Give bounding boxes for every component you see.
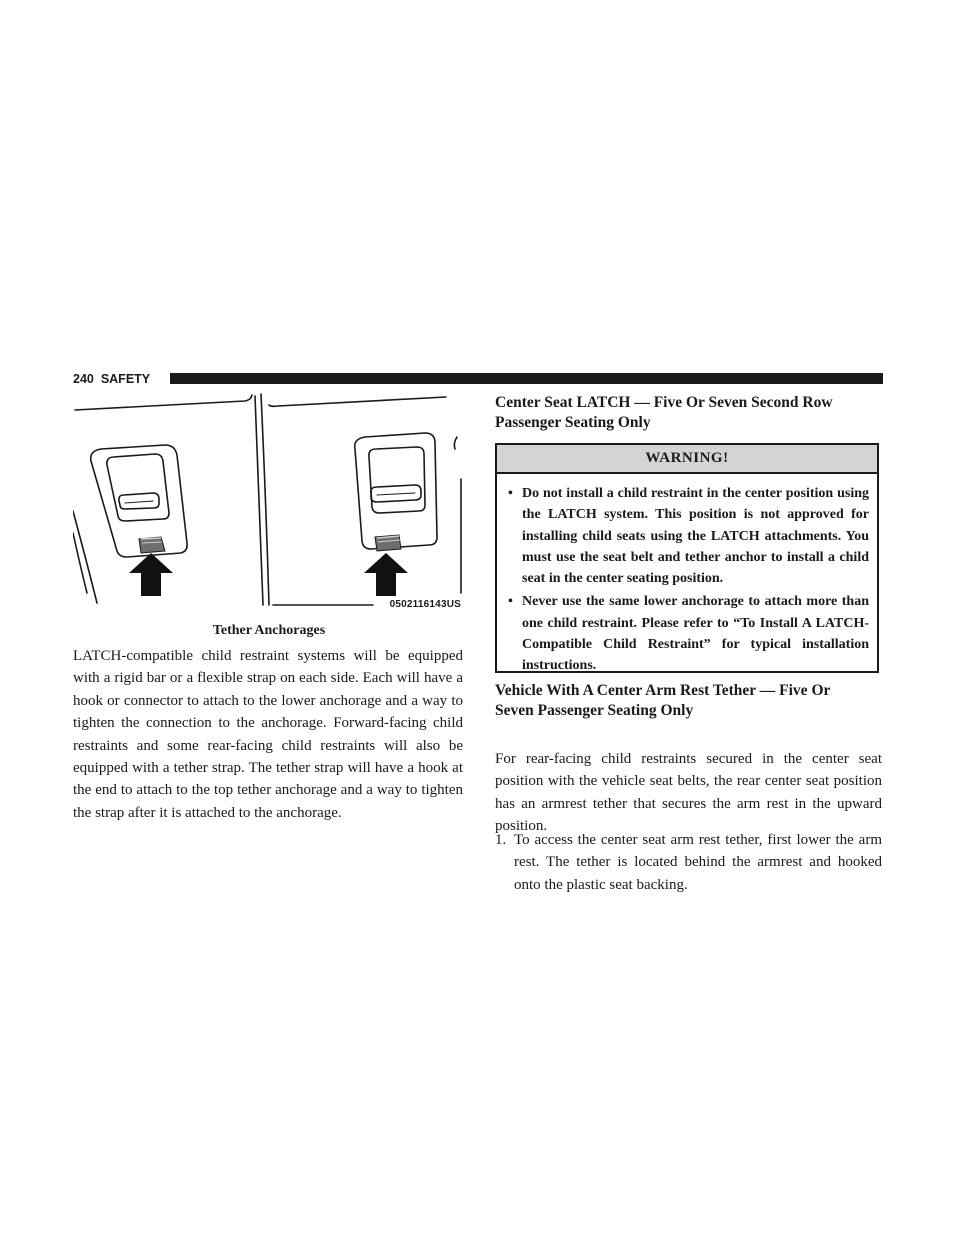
center-seat-latch-heading xyxy=(495,393,882,433)
warning-item xyxy=(505,591,869,676)
heading2-line1: Vehicle With A Center Arm Rest Tether — Five Or xyxy=(495,682,831,699)
section-title: SAFETY xyxy=(100,372,151,386)
latch-description-paragraph: LATCH-compatible child restraint systems will be equipped with a rigid bar or a flexible strap on each side. Each will have a hook or connector to attach to the lower anchorage and a way to tighten the connection to the anchorage. Forward-facing child restraints and some rear-facing child restraints will also be equipped with a tether strap. The tether strap will have a hook at the end to attach to the top tether anchorage and a way to tighten the strap after it is attached to the anchorage. xyxy=(73,648,463,821)
illustration-svg xyxy=(73,393,465,612)
warning-item xyxy=(505,483,869,589)
figure-code: 0502116143US xyxy=(389,599,461,610)
rear-facing-paragraph: For rear-facing child restraints secured in the center seat position with the vehicle seat belts, the rear center seat position has an armrest tether that secures the arm rest in the upward position. xyxy=(495,751,882,835)
figure-caption: Tether Anchorages xyxy=(212,623,326,638)
heading1-line2: Passenger Seating Only xyxy=(495,414,651,431)
arm-rest-tether-heading xyxy=(495,681,882,721)
step-number: 1. xyxy=(495,832,507,848)
page-number: 240 xyxy=(73,372,94,386)
warning-title: WARNING! xyxy=(497,445,877,474)
bullet-icon: • xyxy=(508,594,513,610)
step-text: To access the center seat arm rest tether, first lower the arm rest. The tether is located behind the armrest and hooked onto the plastic seat backing. xyxy=(514,832,882,893)
heading1-line1: Center Seat LATCH — Five Or Seven Second Row xyxy=(495,394,833,411)
heading2-line2: Seven Passenger Seating Only xyxy=(495,702,694,719)
bullet-icon: • xyxy=(508,486,513,501)
page-header xyxy=(73,371,883,387)
warning-text: Do not install a child restraint in the center position using the LATCH system. This position is not approved for installing child seats using the LATCH attachments. You must use the seat belt and tether anchor to install a child seat in the center seating position. xyxy=(522,486,869,587)
warning-box xyxy=(495,443,879,673)
header-rule xyxy=(170,373,883,384)
tether-anchorages-illustration xyxy=(73,393,465,612)
warning-text: Never use the same lower anchorage to attach more than one child restraint. Please refer to “To Install A LATCH-Compatible Child Restraint” for typical installation instructions. xyxy=(522,594,869,674)
warning-list xyxy=(497,474,877,677)
step-1 xyxy=(495,829,882,896)
page-number-section xyxy=(73,371,150,387)
